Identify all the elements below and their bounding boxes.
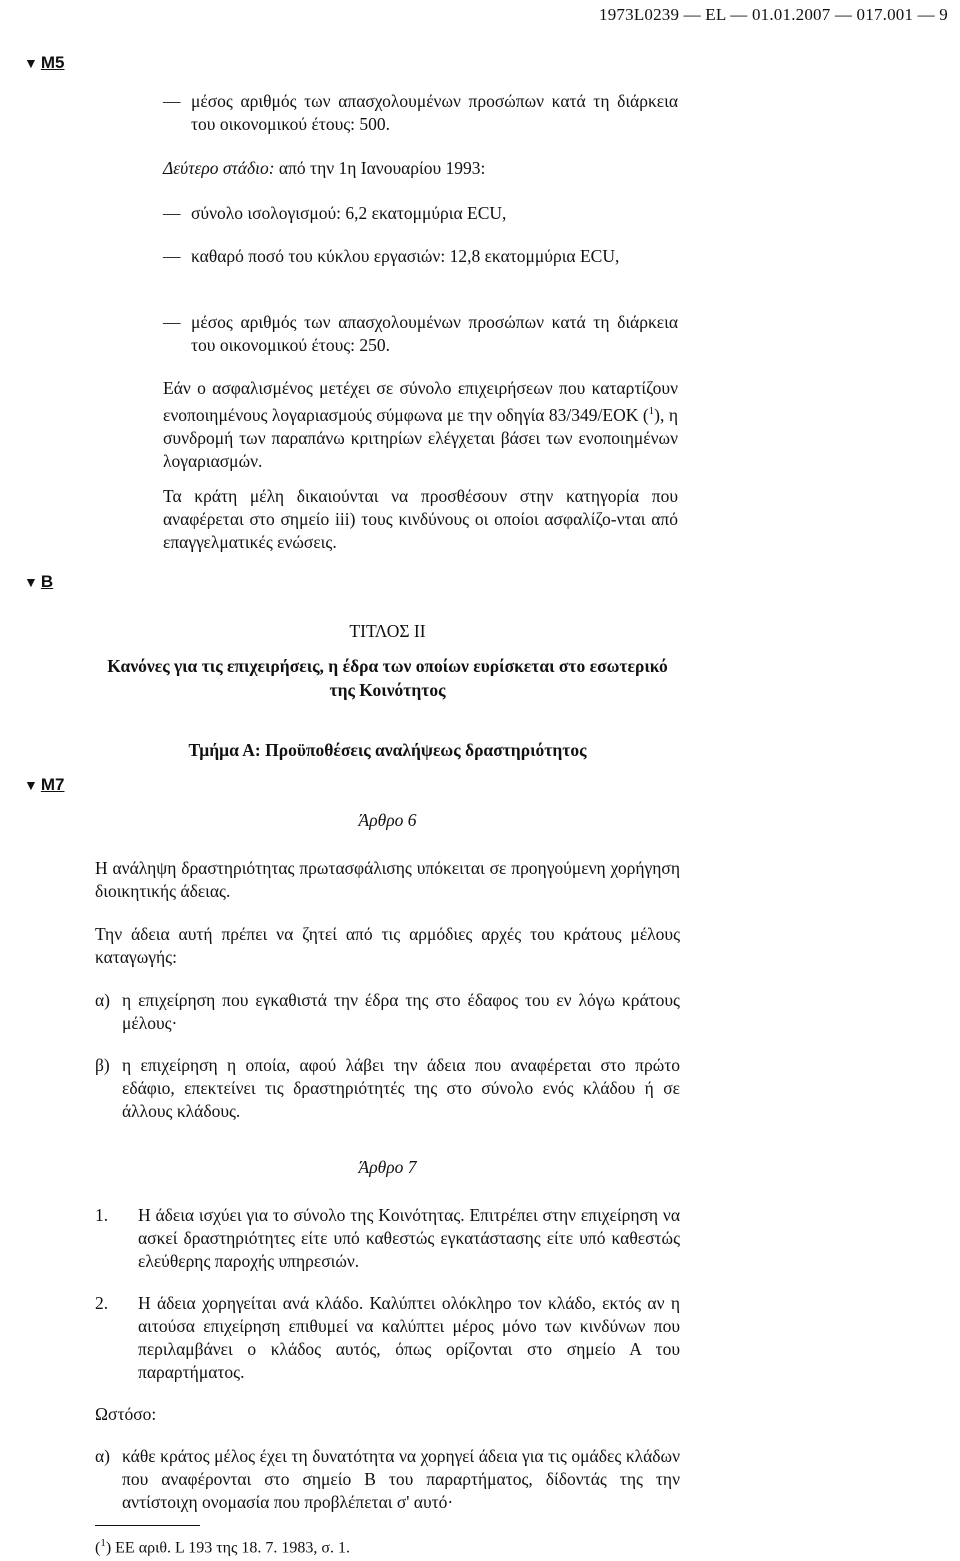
section-a-heading: Τμήμα Α: Προϋποθέσεις αναλήψεως δραστηριότητος: [188, 740, 587, 760]
amendment-marker-m7[interactable]: ▼ M7: [24, 775, 65, 794]
document-header: 1973L0239 — EL — 01.01.2007 — 017.001 — 9: [599, 5, 948, 24]
stage2-heading: Δεύτερο στάδιο: από την 1η Ιανουαρίου 1993:: [163, 158, 486, 178]
article-6-paragraph-1: Η ανάληψη δραστηριότητας πρωτασφάλισης υπόκειται σε προηγούμενη χορήγηση διοικητικής άδειας.: [95, 858, 680, 901]
list-item: — σύνολο ισολογισμού: 6,2 εκατομμύρια ECU,: [163, 203, 507, 223]
paragraph-consolidated-accounts: Εάν ο ασφαλισμένος μετέχει σε σύνολο επιχειρήσεων που καταρτίζουν ενοποιημένους λογαριασμούς σύμφωνα με την οδηγία 83/349/ΕΟΚ ($^1$), η συνδρομή των παραπάνω κριτηρίων ελέγχεται βάσει των ενοποιημένων λογαριασμών.: [163, 378, 678, 471]
article-7-heading: Άρθρο 7: [358, 1157, 417, 1177]
paragraph-member-states: Τα κράτη μέλη δικαιούνται να προσθέσουν στην κατηγορία που αναφέρεται στο σημείο iii) τους κινδύνους οι οποίοι ασφαλίζο-νται από επαγγελματικές ενώσεις.: [163, 486, 678, 552]
article-7-paragraph-2: 2. Η άδεια χορηγείται ανά κλάδο. Καλύπτει ολόκληρο τον κλάδο, εκτός αν η αιτούσα επιχείρηση επιθυμεί να καλύπτει μέρος μόνο των κινδύνων που περιλαμβάνει ο κλάδος αυτός, όπως ορίζονται στο σημείο Α του παραρτήματος.: [95, 1293, 680, 1382]
article-7-paragraph-1: 1. Η άδεια ισχύει για το σύνολο της Κοινότητας. Επιτρέπει στην επιχείρηση να ασκεί δραστηριότητες είτε υπό καθεστώς εγκατάστασης είτε υπό καθεστώς ελεύθερης παροχής υπηρεσιών.: [95, 1205, 680, 1271]
article-6-paragraph-2: Την άδεια αυτή πρέπει να ζητεί από τις αρμόδιες αρχές του κράτους μέλους καταγωγής:: [95, 924, 680, 967]
triangle-down-icon: ▼: [24, 574, 38, 590]
footnote: ($^1$) ΕΕ αριθ. L 193 της 18. 7. 1983, σ. 1.: [95, 1537, 350, 1557]
list-item: α) η επιχείρηση που εγκαθιστά την έδρα της στο έδαφος του εν λόγω κράτους μέλους·: [95, 990, 680, 1033]
amendment-marker-m5[interactable]: ▼ M5: [24, 53, 65, 72]
amendment-marker-b[interactable]: ▼ B: [24, 572, 54, 591]
article-6-heading: Άρθρο 6: [358, 810, 417, 830]
list-item: α) κάθε κράτος μέλος έχει τη δυνατότητα να χορηγεί άδεια για τις ομάδες κλάδων που αναφέρονται στο σημείο Β του παραρτήματος, δίδοντάς της την αντίστοιχη ονομασία που προβλέπεται σ' αυτό·: [95, 1446, 680, 1512]
title-ii: ΤΙΤΛΟΣ ΙΙ: [349, 621, 426, 641]
however-label: Ωστόσο:: [95, 1404, 157, 1424]
title-ii-subtitle: Κανόνες για τις επιχειρήσεις, η έδρα των οποίων ευρίσκεται στο εσωτερικό της Κοινότητος: [107, 656, 668, 700]
list-item: — καθαρό ποσό του κύκλου εργασιών: 12,8 εκατομμύρια ECU,: [163, 246, 620, 266]
triangle-down-icon: ▼: [24, 777, 38, 793]
footnote-ref[interactable]: 1: [648, 405, 655, 417]
list-item: — μέσος αριθμός των απασχολουμένων προσώπων κατά τη διάρκεια του οικονομικού έτους: 250.: [163, 312, 678, 355]
list-item: — μέσος αριθμός των απασχολουμένων προσώπων κατά τη διάρκεια του οικονομικού έτους: 500.: [163, 91, 678, 134]
list-item: β) η επιχείρηση η οποία, αφού λάβει την άδεια που αναφέρεται στο πρώτο εδάφιο, επεκτείνει τις δραστηριότητές της στο σύνολο ενός κλάδου ή σε άλλους κλάδους.: [95, 1055, 680, 1121]
triangle-down-icon: ▼: [24, 55, 38, 71]
footnote-divider: [95, 1525, 200, 1526]
